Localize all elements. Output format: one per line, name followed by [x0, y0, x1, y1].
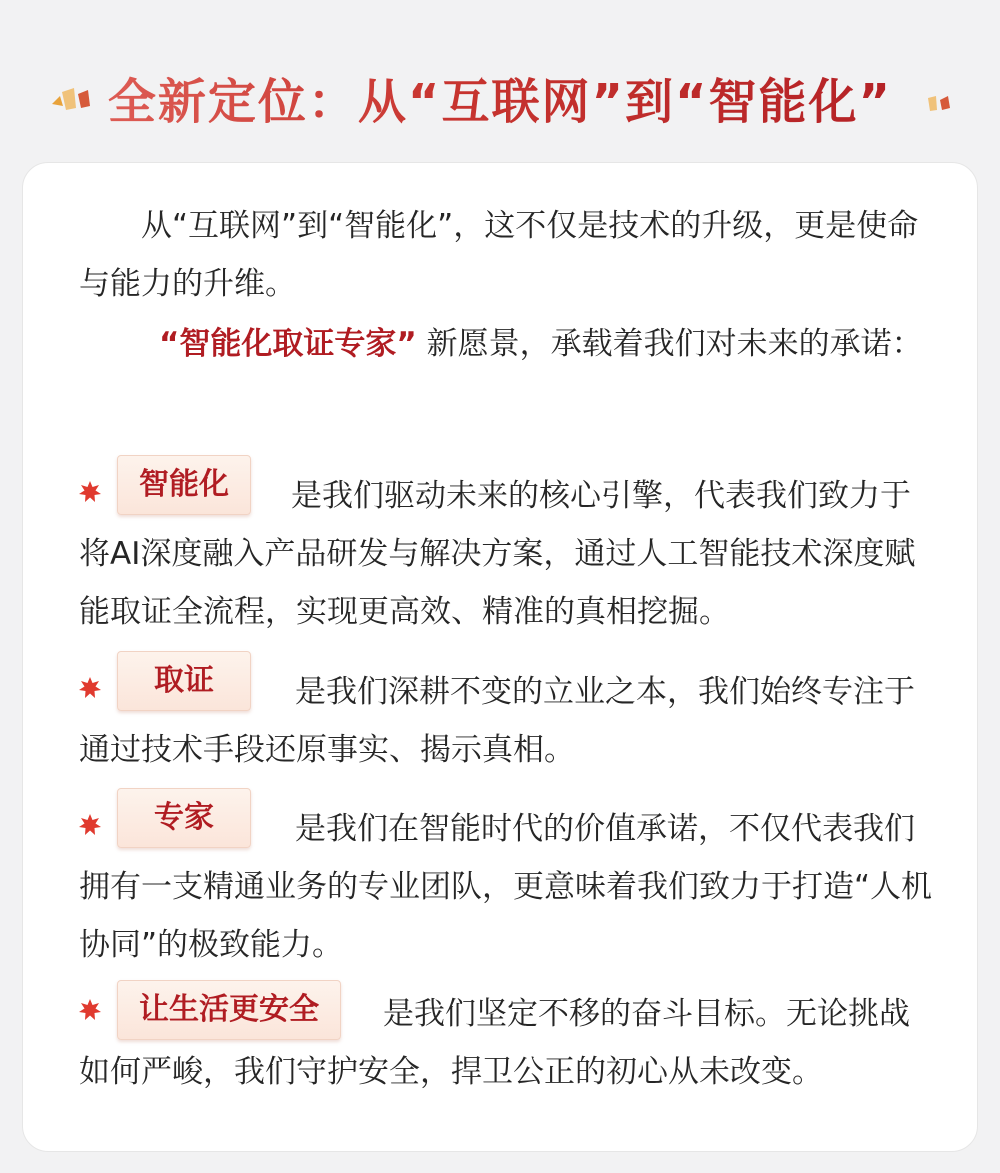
vision-paragraph	[79, 315, 929, 373]
tag-badge: 智能化	[117, 455, 251, 515]
item-text: 是我们在智能时代的价值承诺，不仅代表我们拥有一支精通业务的专业团队，更意味着我们致力于打造“人机协同”的极致能力。	[79, 811, 933, 963]
vision-highlight: “智能化取证专家”	[159, 326, 417, 362]
item-text: 是我们坚定不移的奋斗目标。无论挑战如何严峻，我们守护安全，捍卫公正的初心从未改变。	[79, 996, 910, 1090]
list-item	[79, 467, 939, 647]
ribbon-decoration-icon	[926, 92, 954, 114]
item-text: 是我们驱动未来的核心引擎，代表我们致力于将AI深度融入产品研发与解决方案，通过人工智能技术深度赋能取证全流程，实现更高效、精准的真相挖掘。	[79, 478, 916, 630]
header	[0, 0, 1000, 160]
tag-badge: 专家	[117, 788, 251, 848]
vision-text: 新愿景，承载着我们对未来的承诺：	[416, 326, 923, 362]
item-text: 是我们深耕不变的立业之本，我们始终专注于通过技术手段还原事实、揭示真相。	[79, 674, 915, 768]
content-card	[22, 162, 978, 1152]
list-item	[79, 985, 939, 1105]
tag-badge: 让生活更安全	[117, 980, 341, 1040]
list-item	[79, 663, 939, 783]
tag-badge: 取证	[117, 651, 251, 711]
intro-paragraph: 从“互联网”到“智能化”，这不仅是技术的升级，更是使命与能力的升维。	[79, 208, 919, 302]
list-item	[79, 800, 939, 980]
page-title: 全新定位：从“互联网”到“智能化”	[0, 70, 1000, 134]
